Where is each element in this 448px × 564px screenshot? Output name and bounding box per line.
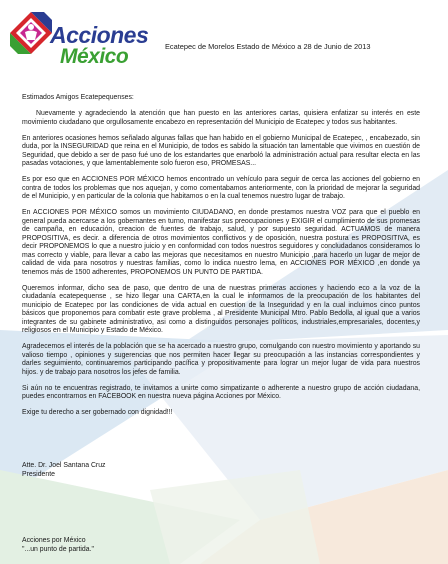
paragraph-1: Nuevamente y agradeciendo la atención que han puesto en las anteriores cartas, quisiera enfatizar su interés en este movimiento ciudadano que orgullosamente encabezo en representación del Municipio de Ecatepec y todos sus habitantes. bbox=[22, 110, 420, 126]
footer-slogan: "...un punto de partida." bbox=[22, 545, 94, 553]
logo-word-acciones: Acciones bbox=[50, 22, 149, 48]
place-and-date: Ecatepec de Morelos Estado de México a 28 de Junio de 2013 bbox=[165, 42, 371, 51]
paragraph-4: En ACCIONES POR MÉXICO somos un movimiento CIUDADANO, en donde prestamos nuestra VOZ para que el pueblo en general pueda acercarse a los gobernantes en turno, manifestar sus preocupaciones y EXIGIR el cumplimiento de sus promesas de campaña, en educación, creacion de fuentes de trabajo, salud, y por supuesto seguridad. ACTUAMOS de manera PROPOSITIVA, es decir. a diferencia de otros movimientos conflictivos y de oposición, nuestra postura es PROPOSITIVA, es decir PROPONEMOS lo que a nuestro juicio y en conformidad con todos nuestros seguidores y concludadanos consideramos lo mas correcto y viable, para llevar a cabo las mejoras que necesitamos en nuestro Municipio ,para hacerlo un lugar de mejor de calidad de vida para nosotros y nuestras familias, como lo indica nuestro lema, en ACCIONES POR MÉXICO ,en donde ya tenemos más de 1500 adherentes, PROPONEMOS UN PUNTO DE PARTIDA. bbox=[22, 209, 420, 276]
letter-body bbox=[22, 94, 420, 425]
paragraph-2: En anteriores ocasiones hemos señalado algunas fallas que han habido en el gobierno Municipal de Ecatepec, , encabezado, sin duda, por la INSEGURIDAD que reina en el Municipio, de todos es sabido la situación tan lamentable que vivimos en cuestión de Seguridad, que debido a ser de paso fué uno de los estandartes que enarboló la administración actual para resultar electa en las pasadas votaciones, y que lamentablemente solo fueron eso, PROMESAS... bbox=[22, 134, 420, 167]
signature-name: Atte. Dr. Joel Santana Cruz bbox=[22, 462, 106, 469]
footer-block bbox=[22, 537, 94, 554]
logo-diamond-icon bbox=[8, 10, 54, 56]
signature-title: Presidente bbox=[22, 470, 55, 478]
footer-organization: Acciones por México bbox=[22, 537, 86, 544]
paragraph-7: Si aún no te encuentras registrado, te invitamos a unirte como simpatizante o adherente a nuestro grupo de acción ciudadana, puedes encontrarnos en FACEBOOK en nuestra nueva página Acciones por México. bbox=[22, 384, 420, 400]
paragraph-6: Agradecemos el interés de la población que se ha acercado a nuestro grupo, comulgando con nuestro movimiento y aportando su valioso tiempo , opiniones y sugerencias que nos permiten hacer llegar su preocupación a las instancias correspondientes y darles seguimiento, continuaremos participando pacífica y propositivamente para lograr un mejor lugar de vida para nuestros hijos. y de trabajo para nosotros los jefes de familia. bbox=[22, 343, 420, 376]
greeting: Estimados Amigos Ecatepequenses: bbox=[22, 94, 134, 101]
paragraph-3: Es por eso que en ACCIONES POR MÉXICO hemos encontrado un vehículo para seguir de cerca las acciones del gobierno en contra de todos los problemas que nos aquejan, y como comentabamos anteriormente, con la prioridad de mejorar la seguridad de el Municipio, y en particular de la colonia que habitamos o en la cual tenemos nuestro lugar de trabajo. bbox=[22, 176, 420, 200]
signature-block bbox=[22, 462, 106, 479]
paragraph-8: Exige tu derecho a ser gobernado con dignidad!!! bbox=[22, 409, 173, 416]
acciones-por-mexico-logo bbox=[8, 10, 148, 70]
logo-word-mexico: México bbox=[60, 45, 129, 68]
paragraph-5: Queremos informar, dicho sea de paso, que dentro de una de nuestras primeras acciones y haciendo eco a la voz de la ciudadanía ecatepequense , se hizo llegar una CARTA,en la cual le informamos de la preocupación de los habitantes del municipio de Ecatepec por las condiciones de vida actual en cuestion de la Inseguridad y en la cual incluimos cinco puntos básicos que proponemos para combatir este grave problema , al Presidente Municipal Mtro. Pablo Bedolla, al igual que a varios integrantes de su gabinete administrativo, asi como a distinguidos personajes políticos, industriales,empresariales, docentes,y religiosos en el Municipio y Estado de México. bbox=[22, 284, 420, 334]
